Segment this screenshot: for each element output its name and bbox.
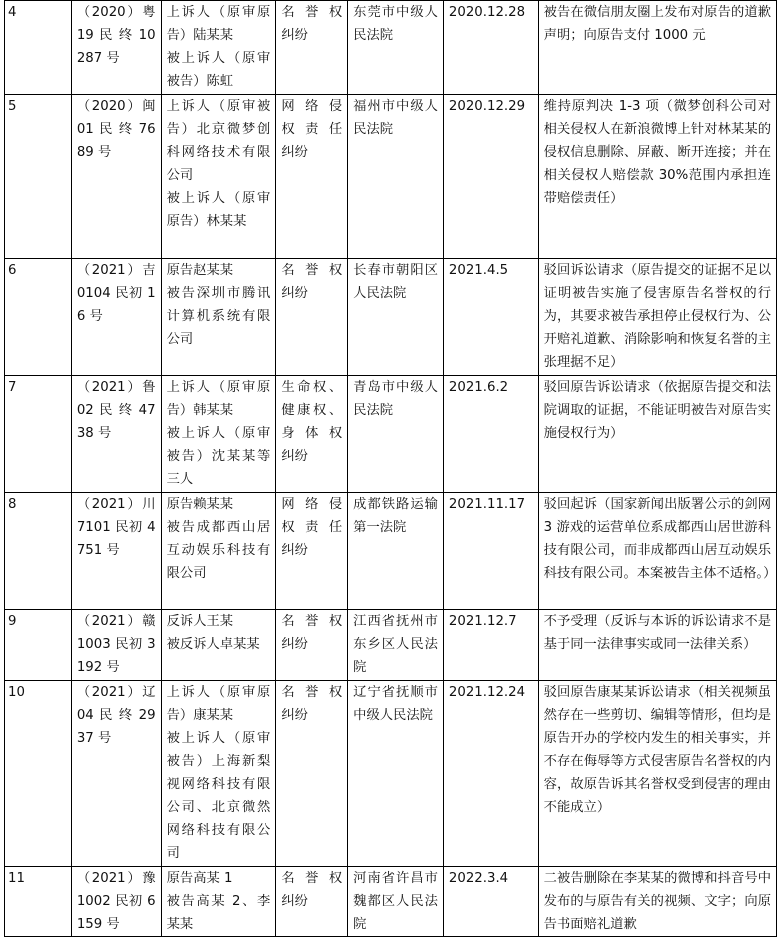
judgment-result-cell: 驳回原告诉讼请求（依据原告提交和法院调取的证据，不能证明被告对原告实施侵权行为） [538, 376, 776, 493]
judgment-date-cell: 2022.3.4 [443, 867, 538, 937]
parties-cell: 上诉人（原审被告）北京微梦创科网络技术有限公司 被上诉人（原审原告）林某某 [161, 95, 276, 259]
table-row [5, 867, 777, 937]
table-row [5, 681, 777, 867]
cause-of-action-cell: 名 誉 权 纠纷 [276, 610, 348, 681]
cause-of-action-cell: 网 络 侵 权 责 任 纠纷 [276, 95, 348, 259]
judgment-result-cell: 维持原判决 1-3 项（微梦创科公司对相关侵权人在新浪微博上针对林某某的侵权信息删除、屏蔽、断开连接；并在相关侵权人赔偿款 30%范围内承担连带赔偿责任） [538, 95, 776, 259]
case-table-body [5, 1, 777, 937]
judgment-date-cell: 2021.11.17 [443, 493, 538, 610]
court-cell: 青岛市中级人民法院 [348, 376, 444, 493]
court-cell: 河南省许昌市魏都区人民法院 [348, 867, 444, 937]
judgment-result-cell: 不予受理（反诉与本诉的诉讼请求不是基于同一法律事实或同一法律关系） [538, 610, 776, 681]
row-number-cell: 8 [5, 493, 72, 610]
cause-of-action-cell: 名 誉 权 纠纷 [276, 1, 348, 95]
row-number-cell: 9 [5, 610, 72, 681]
cause-of-action-cell: 名 誉 权 纠纷 [276, 867, 348, 937]
parties-cell: 上诉人（原审原告）韩某某 被上诉人（原审被告）沈某某等三人 [161, 376, 276, 493]
judgment-result-cell: 驳回原告康某某诉讼请求（相关视频虽然存在一些剪切、编辑等情形，但均是原告开办的学校内发生的相关事实，并不存在侮辱等方式侵害原告名誉权的内容，故原告诉其名誉权受到侵害的理由不能成立） [538, 681, 776, 867]
court-cell: 成都铁路运输第一法院 [348, 493, 444, 610]
cause-of-action-cell: 名 誉 权 纠纷 [276, 259, 348, 376]
judgment-date-cell: 2021.12.7 [443, 610, 538, 681]
table-row [5, 259, 777, 376]
table-row [5, 95, 777, 259]
parties-cell: 原告赵某某 被告深圳市腾讯计算机系统有限公司 [161, 259, 276, 376]
judgment-date-cell: 2020.12.29 [443, 95, 538, 259]
judgment-date-cell: 2021.6.2 [443, 376, 538, 493]
case-number-cell: （2020）闽 01 民 终 7689 号 [71, 95, 161, 259]
judgment-result-cell: 驳回诉讼请求（原告提交的证据不足以证明被告实施了侵害原告名誉权的行为，其要求被告承担停止侵权行为、公开赔礼道歉、消除影响和恢复名誉的主张理据不足） [538, 259, 776, 376]
case-number-cell: （2021）赣 1003 民初 3192 号 [71, 610, 161, 681]
parties-cell: 上诉人（原审原告）康某某 被上诉人（原审被告）上海新梨视网络科技有限公司、北京微然网络科技有限公司 [161, 681, 276, 867]
case-number-cell: （2021）川 7101 民初 4751 号 [71, 493, 161, 610]
judgment-date-cell: 2021.12.24 [443, 681, 538, 867]
row-number-cell: 11 [5, 867, 72, 937]
cause-of-action-cell: 网 络 侵 权 责 任 纠纷 [276, 493, 348, 610]
table-row [5, 493, 777, 610]
parties-cell: 原告高某 1 被告高某 2、李某某 [161, 867, 276, 937]
row-number-cell: 10 [5, 681, 72, 867]
court-cell: 长春市朝阳区人民法院 [348, 259, 444, 376]
row-number-cell: 5 [5, 95, 72, 259]
judgment-result-cell: 被告在微信朋友圈上发布对原告的道歉声明；向原告支付 1000 元 [538, 1, 776, 95]
case-table [4, 0, 777, 937]
cause-of-action-cell: 名 誉 权 纠纷 [276, 681, 348, 867]
table-row [5, 1, 777, 95]
case-number-cell: （2020）粤 19 民 终 10287 号 [71, 1, 161, 95]
court-cell: 福州市中级人民法院 [348, 95, 444, 259]
case-number-cell: （2021）吉 0104 民初 16 号 [71, 259, 161, 376]
judgment-date-cell: 2020.12.28 [443, 1, 538, 95]
table-row [5, 376, 777, 493]
case-number-cell: （2021）鲁 02 民 终 4738 号 [71, 376, 161, 493]
table-row [5, 610, 777, 681]
judgment-date-cell: 2021.4.5 [443, 259, 538, 376]
court-cell: 辽宁省抚顺市中级人民法院 [348, 681, 444, 867]
row-number-cell: 7 [5, 376, 72, 493]
row-number-cell: 6 [5, 259, 72, 376]
parties-cell: 反诉人王某 被反诉人卓某某 [161, 610, 276, 681]
cause-of-action-cell: 生命权、健康权、身 体 权 纠纷 [276, 376, 348, 493]
court-cell: 江西省抚州市东乡区人民法院 [348, 610, 444, 681]
row-number-cell: 4 [5, 1, 72, 95]
judgment-result-cell: 二被告删除在李某某的微博和抖音号中发布的与原告有关的视频、文字；向原告书面赔礼道歉 [538, 867, 776, 937]
judgment-result-cell: 驳回起诉（国家新闻出版署公示的剑网 3 游戏的运营单位系成都西山居世游科技有限公司，而非成都西山居互动娱乐科技有限公司。本案被告主体不适格。） [538, 493, 776, 610]
case-number-cell: （2021）辽 04 民 终 2937 号 [71, 681, 161, 867]
court-cell: 东莞市中级人民法院 [348, 1, 444, 95]
parties-cell: 上诉人（原审原告）陆某某 被上诉人（原审被告）陈虹 [161, 1, 276, 95]
parties-cell: 原告赖某某 被告成都西山居互动娱乐科技有限公司 [161, 493, 276, 610]
case-number-cell: （2021）豫 1002 民初 6159 号 [71, 867, 161, 937]
